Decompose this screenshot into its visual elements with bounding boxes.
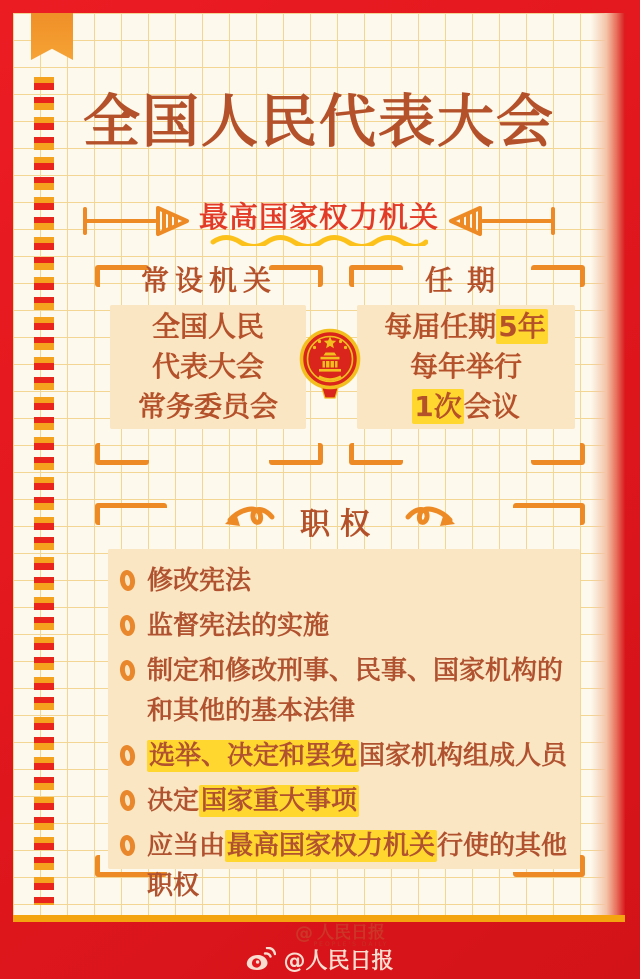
term-header: 任期: [424, 264, 509, 297]
ring-bullet-icon: [119, 659, 137, 682]
powers-list: [120, 561, 570, 911]
bracket-corner: [531, 443, 585, 465]
standing-body-box: [110, 305, 306, 429]
ring-bullet-icon: [119, 569, 137, 592]
power-item: 制定和修改刑事、民事、国家机构的和其他的基本法律: [120, 651, 570, 731]
standing-body-block: [95, 265, 323, 465]
curly-arrow-left-icon: [216, 503, 278, 539]
at-icon: @: [295, 922, 313, 944]
power-item: 决定国家重大事项: [120, 781, 570, 821]
arrow-flag-left-icon: [79, 204, 191, 238]
powers-header: [95, 499, 585, 543]
term-box: [357, 305, 575, 429]
curly-arrow-right-icon: [402, 503, 464, 539]
powers-box: [108, 549, 580, 901]
arrow-flag-right-icon: [447, 204, 559, 238]
weibo-handle: @人民日报: [283, 948, 394, 974]
ring-bullet-icon: [119, 789, 137, 812]
term-line: 每年举行: [409, 350, 522, 383]
china-national-emblem-icon: [299, 328, 361, 406]
standing-body-line: 全国人民: [151, 310, 264, 343]
wavy-underline-icon: [210, 234, 428, 246]
term-block: [349, 265, 585, 465]
weibo-logo-icon: [246, 947, 276, 971]
term-line: 每届任期5年: [384, 310, 546, 343]
term-line: 1次会议: [414, 390, 520, 423]
standing-body-line: 常务委员会: [137, 390, 278, 423]
bracket-corner: [349, 443, 403, 465]
bracket-corner: [95, 443, 149, 465]
power-item: 监督宪法的实施: [120, 606, 570, 646]
ring-bullet-icon: [119, 834, 137, 857]
notebook-page: [13, 13, 625, 922]
power-item: 应当由最高国家权力机关行使的其他职权: [120, 826, 570, 906]
watermark-subtext: PEOPLE'S DAILY: [313, 940, 389, 948]
weibo-credit: [246, 944, 393, 975]
footer: [0, 920, 640, 979]
ring-bullet-icon: [119, 744, 137, 767]
standing-body-header: 常设机关: [140, 264, 277, 297]
subtitle-text: 最高国家权力机关: [198, 200, 439, 234]
power-item: 修改宪法: [120, 561, 570, 601]
watermark: @ 人民日报: [295, 922, 385, 944]
page-title: 全国人民代表大会: [83, 89, 555, 155]
bookmark-ribbon-icon: [31, 13, 73, 60]
subtitle-banner: [13, 195, 625, 246]
powers-block: [95, 503, 585, 901]
ring-bullet-icon: [119, 614, 137, 637]
power-item: 选举、决定和罢免国家机构组成人员: [120, 736, 570, 776]
powers-title: 职权: [300, 507, 380, 542]
standing-body-line: 代表大会: [151, 350, 264, 383]
bracket-corner: [269, 443, 323, 465]
